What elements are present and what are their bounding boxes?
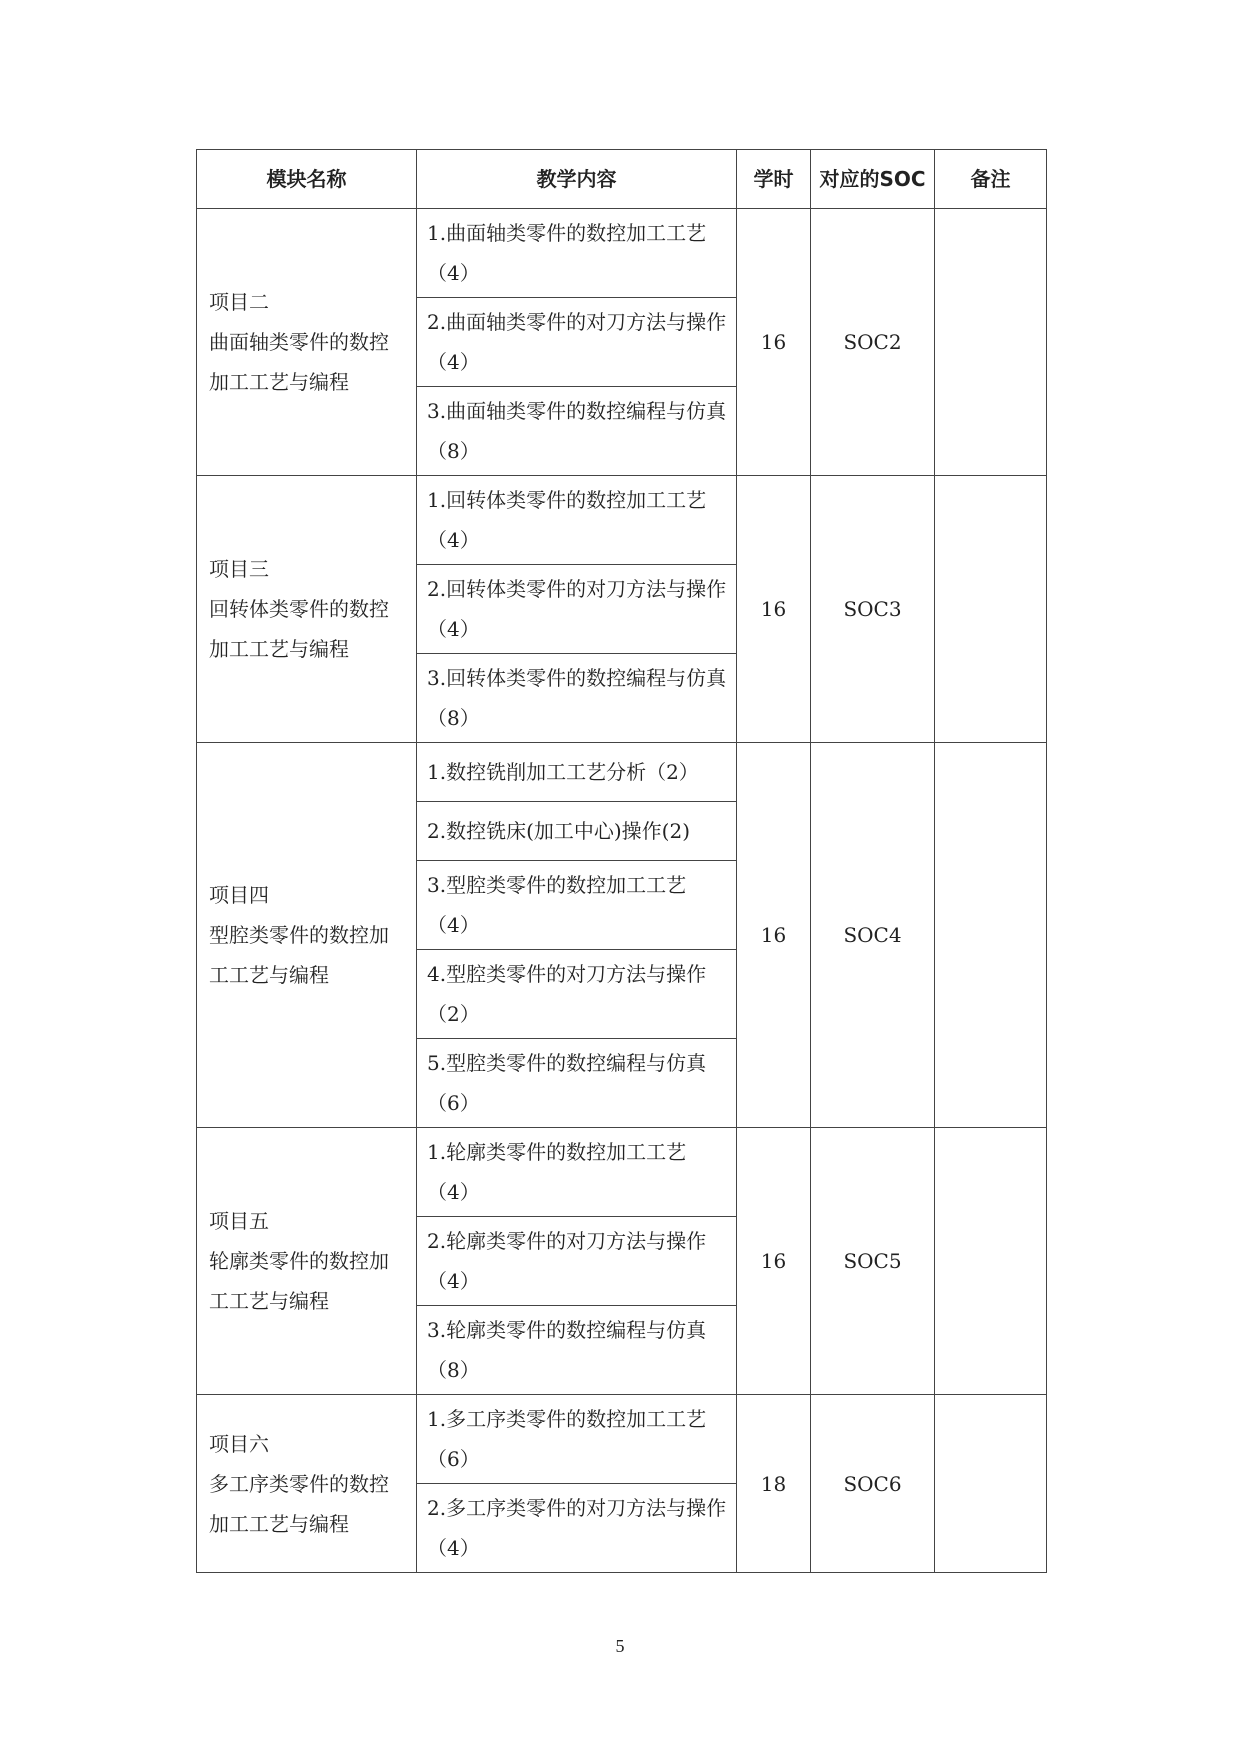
header-module: 模块名称	[197, 150, 417, 209]
table-row	[197, 1128, 1047, 1217]
soc-cell: SOC6	[811, 1395, 935, 1573]
table-body	[197, 209, 1047, 1573]
table-row	[197, 476, 1047, 565]
header-remark: 备注	[935, 150, 1047, 209]
module-title: 项目二	[209, 290, 269, 314]
module-cell	[197, 476, 417, 743]
hours-cell: 16	[737, 476, 811, 743]
module-description: 回转体类零件的数控加工工艺与编程	[209, 597, 389, 661]
header-row	[197, 150, 1047, 209]
module-cell	[197, 209, 417, 476]
module-cell	[197, 1395, 417, 1573]
content-item: 2.轮廓类零件的对刀方法与操作（4）	[417, 1217, 737, 1306]
module-title: 项目三	[209, 557, 269, 581]
remark-cell	[935, 476, 1047, 743]
module-description: 多工序类零件的数控加工工艺与编程	[209, 1471, 389, 1536]
content-item: 1.轮廓类零件的数控加工工艺（4）	[417, 1128, 737, 1217]
module-title: 项目四	[209, 883, 269, 907]
hours-cell: 16	[737, 209, 811, 476]
content-item: 2.多工序类零件的对刀方法与操作（4）	[417, 1484, 737, 1573]
hours-cell: 18	[737, 1395, 811, 1573]
remark-cell	[935, 1395, 1047, 1573]
content-item: 2.曲面轴类零件的对刀方法与操作（4）	[417, 298, 737, 387]
remark-cell	[935, 743, 1047, 1128]
module-cell	[197, 743, 417, 1128]
module-description: 曲面轴类零件的数控加工工艺与编程	[209, 330, 389, 394]
content-item: 5.型腔类零件的数控编程与仿真（6）	[417, 1039, 737, 1128]
table-row	[197, 743, 1047, 802]
content-item: 3.曲面轴类零件的数控编程与仿真（8）	[417, 387, 737, 476]
table-row	[197, 1395, 1047, 1484]
soc-cell: SOC5	[811, 1128, 935, 1395]
content-item: 1.曲面轴类零件的数控加工工艺（4）	[417, 209, 737, 298]
remark-cell	[935, 1128, 1047, 1395]
soc-cell: SOC3	[811, 476, 935, 743]
content-item: 2.回转体类零件的对刀方法与操作（4）	[417, 565, 737, 654]
module-description: 轮廓类零件的数控加工工艺与编程	[209, 1249, 389, 1313]
hours-cell: 16	[737, 1128, 811, 1395]
soc-cell: SOC2	[811, 209, 935, 476]
content-item: 1.数控铣削加工工艺分析（2）	[417, 743, 737, 802]
remark-cell	[935, 209, 1047, 476]
content-item: 3.轮廓类零件的数控编程与仿真（8）	[417, 1306, 737, 1395]
soc-cell: SOC4	[811, 743, 935, 1128]
content-item: 4.型腔类零件的对刀方法与操作（2）	[417, 950, 737, 1039]
module-title: 项目六	[209, 1431, 269, 1456]
content-item: 1.回转体类零件的数控加工工艺（4）	[417, 476, 737, 565]
header-content: 教学内容	[417, 150, 737, 209]
content-item: 3.回转体类零件的数控编程与仿真（8）	[417, 654, 737, 743]
header-hours: 学时	[737, 150, 811, 209]
content-item: 3.型腔类零件的数控加工工艺（4）	[417, 861, 737, 950]
module-title: 项目五	[209, 1209, 269, 1233]
header-soc: 对应的SOC	[811, 150, 935, 209]
content-item: 2.数控铣床(加工中心)操作(2)	[417, 802, 737, 861]
hours-cell: 16	[737, 743, 811, 1128]
course-module-table	[196, 149, 1047, 1573]
table-row	[197, 209, 1047, 298]
page-number: 5	[615, 1636, 625, 1656]
module-cell	[197, 1128, 417, 1395]
module-description: 型腔类零件的数控加工工艺与编程	[209, 923, 389, 987]
content-item: 1.多工序类零件的数控加工工艺（6）	[417, 1395, 737, 1484]
